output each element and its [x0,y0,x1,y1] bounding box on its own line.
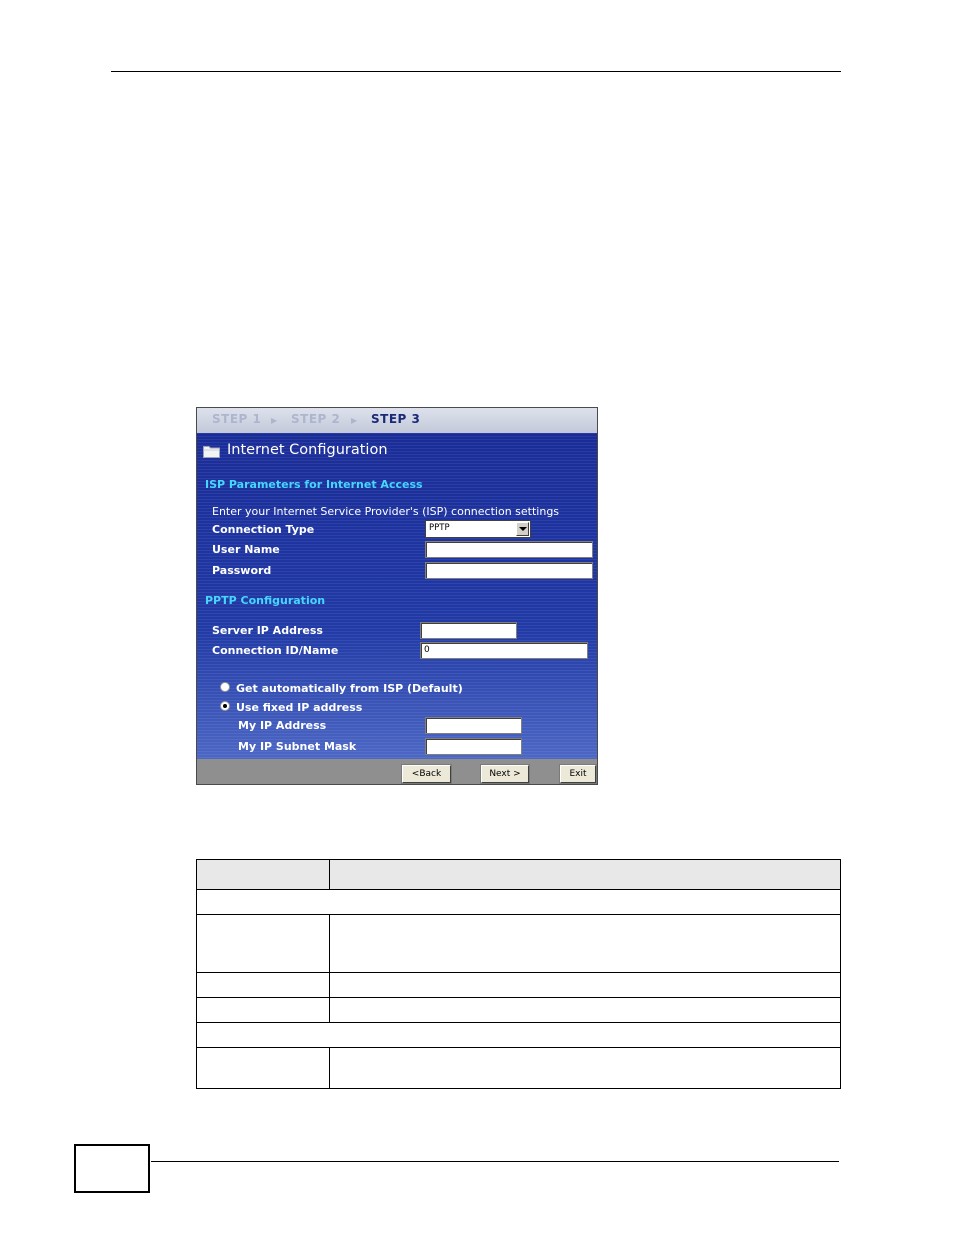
page-number-box [74,1144,150,1193]
my-subnet-label: My IP Subnet Mask [238,740,357,753]
exit-button[interactable]: Exit [560,765,596,783]
radio-fixed-ip-label: Use fixed IP address [236,701,363,714]
table-row [197,1023,841,1048]
back-button[interactable]: <Back [402,765,451,783]
pptp-section-heading: PPTP Configuration [205,594,326,607]
chevron-down-icon[interactable] [516,522,529,536]
table-cell [197,915,330,973]
my-ip-label: My IP Address [238,719,327,732]
table-cell [330,998,841,1023]
button-bar [197,759,597,785]
table-row [197,1048,841,1089]
table-row [197,998,841,1023]
connection-type-label: Connection Type [212,523,315,536]
table-cell [197,973,330,998]
table-cell [197,998,330,1023]
table-row [197,890,841,915]
table-cell [197,1023,841,1048]
header-rule [111,71,841,72]
step-1[interactable]: STEP 1 [212,412,262,426]
table-header-cell [197,860,330,890]
connection-type-select[interactable] [425,520,531,538]
next-button[interactable]: Next > [481,765,529,783]
config-panel [197,433,597,759]
footer-rule [151,1161,839,1162]
user-name-label: User Name [212,543,280,556]
folder-icon [203,445,220,458]
connection-type-value: PPTP [429,523,450,533]
server-ip-input[interactable] [420,622,517,639]
my-subnet-input[interactable] [425,738,522,755]
isp-description: Enter your Internet Service Provider's (ISP) connection settings [212,505,560,518]
table-cell [197,890,841,915]
step-bar [197,408,597,433]
table-cell [330,1048,841,1089]
table-cell [197,1048,330,1089]
user-name-input[interactable] [425,541,593,558]
table-header-row [197,860,841,890]
step-2[interactable]: STEP 2 [291,412,341,426]
wizard-screenshot [196,407,598,785]
table-cell [330,973,841,998]
password-input[interactable] [425,562,593,579]
radio-auto-ip-label: Get automatically from ISP (Default) [236,682,463,695]
my-ip-input[interactable] [425,717,522,734]
step-arrow-icon: ▶ [351,416,358,425]
isp-section-heading: ISP Parameters for Internet Access [205,478,423,491]
page-title: Internet Configuration [227,442,388,458]
step-3: STEP 3 [371,412,421,426]
connection-id-input[interactable]: 0 [420,642,588,659]
connection-id-label: Connection ID/Name [212,644,339,657]
table-cell [330,915,841,973]
table-row [197,915,841,973]
radio-auto-ip[interactable] [220,682,230,692]
step-arrow-icon: ▶ [271,416,278,425]
radio-fixed-ip[interactable] [220,701,230,711]
table-header-cell [330,860,841,890]
field-description-table [196,859,841,1089]
server-ip-label: Server IP Address [212,624,323,637]
password-label: Password [212,564,272,577]
table-row [197,973,841,998]
